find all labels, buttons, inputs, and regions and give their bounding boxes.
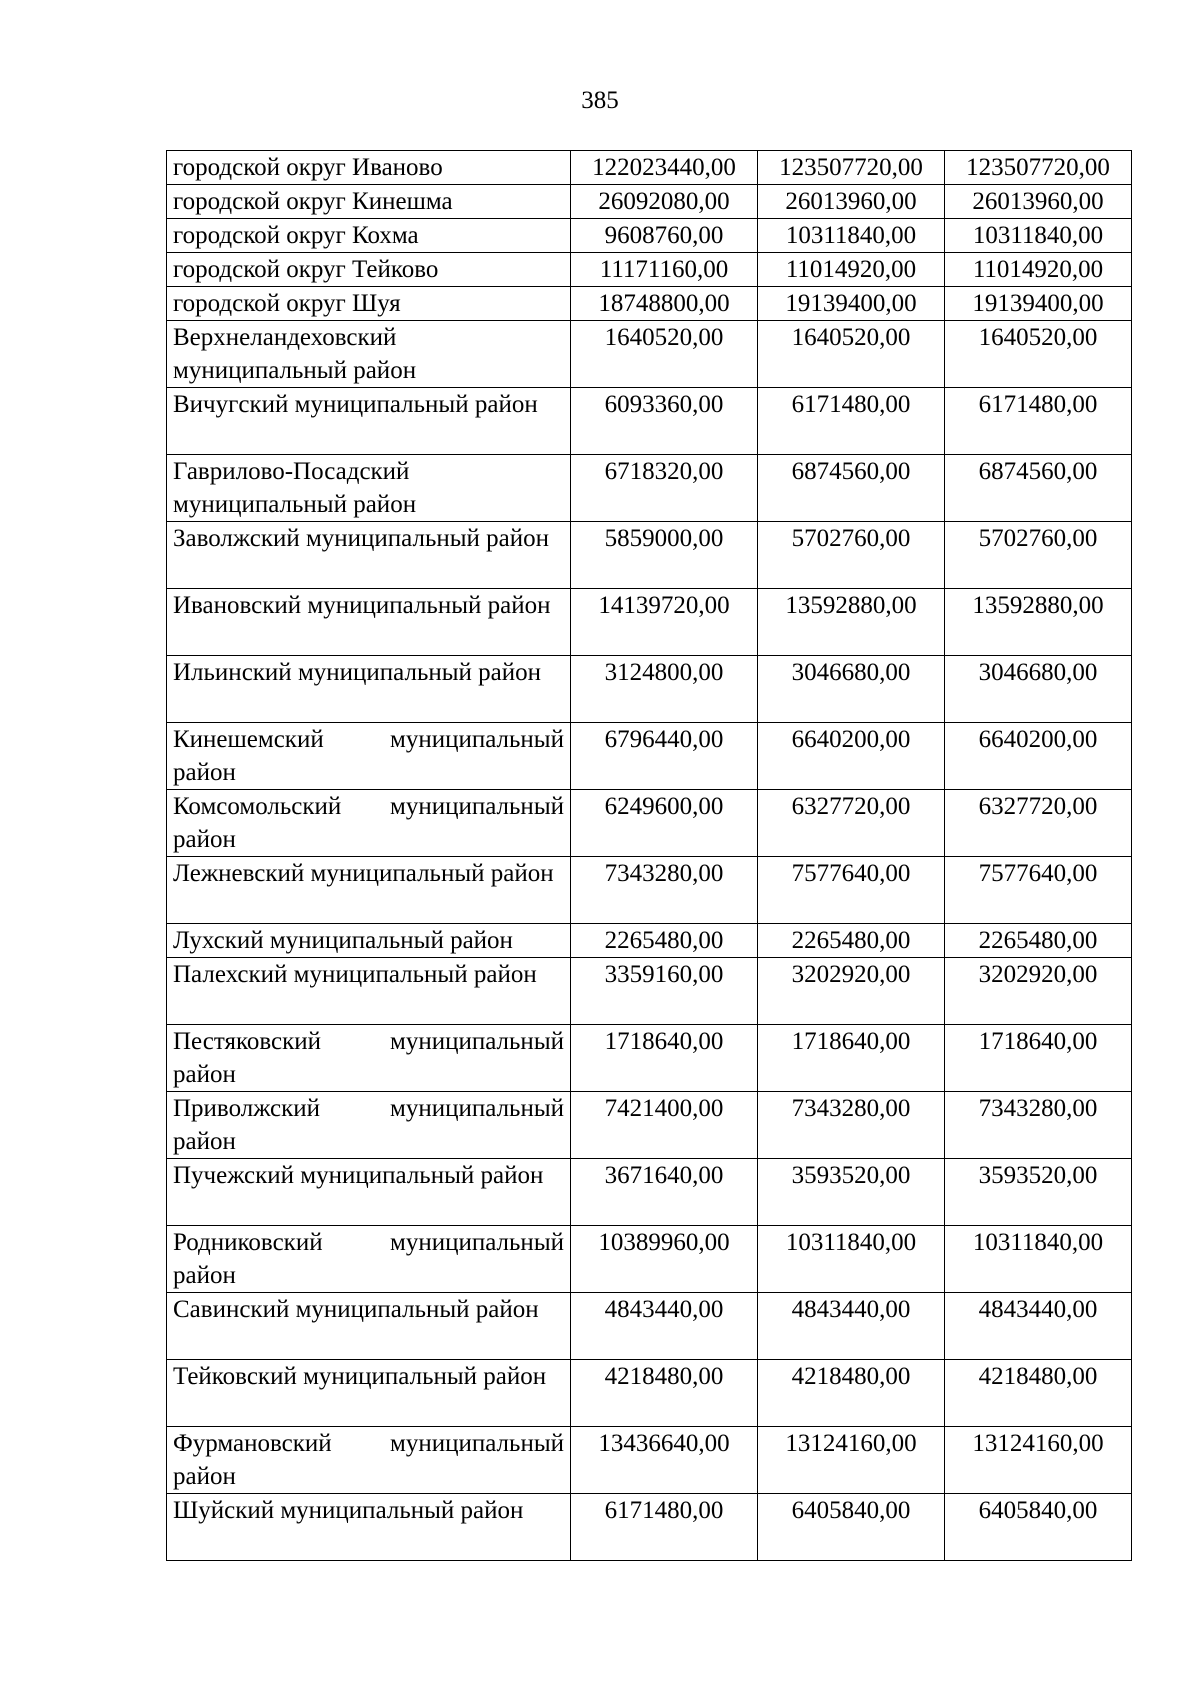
table-row: [167, 1427, 1132, 1494]
amount-col-2: 6640200,00: [758, 723, 945, 790]
amount-col-3: 26013960,00: [945, 185, 1132, 219]
amount-col-3: 2265480,00: [945, 924, 1132, 958]
amount-col-3: 4843440,00: [945, 1293, 1132, 1360]
amount-col-2: 5702760,00: [758, 522, 945, 589]
amount-col-3: 1640520,00: [945, 321, 1132, 388]
table-row: [167, 1293, 1132, 1360]
municipality-name: Тейковский муниципальный район: [167, 1360, 571, 1427]
amount-col-2: 4843440,00: [758, 1293, 945, 1360]
amount-col-1: 14139720,00: [571, 589, 758, 656]
amount-col-3: 6171480,00: [945, 388, 1132, 455]
table-row: [167, 185, 1132, 219]
municipality-name: Пучежский муниципальный район: [167, 1159, 571, 1226]
municipality-name: Пестяковский муниципальный район: [167, 1025, 571, 1092]
municipality-name: Лежневский муниципальный район: [167, 857, 571, 924]
amount-col-1: 122023440,00: [571, 151, 758, 185]
amount-col-1: 26092080,00: [571, 185, 758, 219]
table-row: [167, 924, 1132, 958]
amount-col-3: 13592880,00: [945, 589, 1132, 656]
amount-col-3: 6405840,00: [945, 1494, 1132, 1561]
amount-col-2: 10311840,00: [758, 219, 945, 253]
amount-col-3: 6874560,00: [945, 455, 1132, 522]
amount-col-2: 3593520,00: [758, 1159, 945, 1226]
municipality-name: Фурмановский муниципальный район: [167, 1427, 571, 1494]
table-row: [167, 1025, 1132, 1092]
table-row: [167, 287, 1132, 321]
table-row: [167, 151, 1132, 185]
amount-col-3: 123507720,00: [945, 151, 1132, 185]
amount-col-1: 7421400,00: [571, 1092, 758, 1159]
page-number: 385: [581, 87, 619, 114]
amount-col-1: 10389960,00: [571, 1226, 758, 1293]
amount-col-3: 11014920,00: [945, 253, 1132, 287]
budget-table-body: [167, 151, 1132, 1561]
amount-col-2: 13124160,00: [758, 1427, 945, 1494]
amount-col-3: 3593520,00: [945, 1159, 1132, 1226]
amount-col-3: 7577640,00: [945, 857, 1132, 924]
amount-col-2: 3202920,00: [758, 958, 945, 1025]
municipality-name: Савинский муниципальный район: [167, 1293, 571, 1360]
amount-col-2: 6874560,00: [758, 455, 945, 522]
amount-col-3: 6327720,00: [945, 790, 1132, 857]
amount-col-2: 26013960,00: [758, 185, 945, 219]
budget-table: [166, 150, 1132, 1561]
municipality-name: Заволжский муниципальный район: [167, 522, 571, 589]
amount-col-1: 6093360,00: [571, 388, 758, 455]
amount-col-1: 6718320,00: [571, 455, 758, 522]
amount-col-1: 13436640,00: [571, 1427, 758, 1494]
table-row: [167, 1226, 1132, 1293]
amount-col-1: 4843440,00: [571, 1293, 758, 1360]
municipality-name: Кинешемский муниципальный район: [167, 723, 571, 790]
amount-col-1: 4218480,00: [571, 1360, 758, 1427]
amount-col-1: 1718640,00: [571, 1025, 758, 1092]
table-row: [167, 656, 1132, 723]
table-row: [167, 1360, 1132, 1427]
table-row: [167, 253, 1132, 287]
municipality-name: городской округ Кинешма: [167, 185, 571, 219]
amount-col-2: 13592880,00: [758, 589, 945, 656]
amount-col-2: 6405840,00: [758, 1494, 945, 1561]
municipality-name: городской округ Кохма: [167, 219, 571, 253]
amount-col-1: 3359160,00: [571, 958, 758, 1025]
table-row: [167, 455, 1132, 522]
amount-col-3: 10311840,00: [945, 219, 1132, 253]
municipality-name: Родниковский муниципальный район: [167, 1226, 571, 1293]
municipality-name: Верхнеландеховский муниципальный район: [167, 321, 571, 388]
amount-col-3: 1718640,00: [945, 1025, 1132, 1092]
amount-col-1: 1640520,00: [571, 321, 758, 388]
municipality-name: Палехский муниципальный район: [167, 958, 571, 1025]
amount-col-2: 6327720,00: [758, 790, 945, 857]
table-row: [167, 723, 1132, 790]
table-row: [167, 219, 1132, 253]
amount-col-2: 2265480,00: [758, 924, 945, 958]
table-row: [167, 321, 1132, 388]
table-row: [167, 388, 1132, 455]
amount-col-1: 3671640,00: [571, 1159, 758, 1226]
amount-col-1: 3124800,00: [571, 656, 758, 723]
amount-col-3: 3046680,00: [945, 656, 1132, 723]
municipality-name: Ивановский муниципальный район: [167, 589, 571, 656]
table-row: [167, 958, 1132, 1025]
table-row: [167, 1159, 1132, 1226]
amount-col-2: 7577640,00: [758, 857, 945, 924]
municipality-name: Лухский муниципальный район: [167, 924, 571, 958]
amount-col-1: 7343280,00: [571, 857, 758, 924]
table-row: [167, 589, 1132, 656]
amount-col-3: 6640200,00: [945, 723, 1132, 790]
amount-col-2: 10311840,00: [758, 1226, 945, 1293]
amount-col-3: 19139400,00: [945, 287, 1132, 321]
municipality-name: Комсомольский муниципальный район: [167, 790, 571, 857]
table-row: [167, 857, 1132, 924]
municipality-name: городской округ Иваново: [167, 151, 571, 185]
amount-col-1: 6249600,00: [571, 790, 758, 857]
municipality-name: Вичугский муниципальный район: [167, 388, 571, 455]
table-row: [167, 1494, 1132, 1561]
amount-col-1: 2265480,00: [571, 924, 758, 958]
municipality-name: городской округ Тейково: [167, 253, 571, 287]
amount-col-2: 6171480,00: [758, 388, 945, 455]
municipality-name: Гаврилово-Посадский муниципальный район: [167, 455, 571, 522]
amount-col-3: 5702760,00: [945, 522, 1132, 589]
amount-col-2: 7343280,00: [758, 1092, 945, 1159]
amount-col-1: 11171160,00: [571, 253, 758, 287]
municipality-name: Шуйский муниципальный район: [167, 1494, 571, 1561]
municipality-name: Приволжский муниципальный район: [167, 1092, 571, 1159]
amount-col-1: 18748800,00: [571, 287, 758, 321]
municipality-name: городской округ Шуя: [167, 287, 571, 321]
amount-col-2: 1640520,00: [758, 321, 945, 388]
amount-col-3: 3202920,00: [945, 958, 1132, 1025]
amount-col-3: 7343280,00: [945, 1092, 1132, 1159]
amount-col-2: 1718640,00: [758, 1025, 945, 1092]
amount-col-2: 3046680,00: [758, 656, 945, 723]
amount-col-1: 5859000,00: [571, 522, 758, 589]
table-row: [167, 522, 1132, 589]
amount-col-2: 123507720,00: [758, 151, 945, 185]
amount-col-2: 11014920,00: [758, 253, 945, 287]
amount-col-1: 6171480,00: [571, 1494, 758, 1561]
amount-col-2: 4218480,00: [758, 1360, 945, 1427]
table-row: [167, 790, 1132, 857]
amount-col-2: 19139400,00: [758, 287, 945, 321]
amount-col-1: 9608760,00: [571, 219, 758, 253]
amount-col-1: 6796440,00: [571, 723, 758, 790]
table-row: [167, 1092, 1132, 1159]
municipality-name: Ильинский муниципальный район: [167, 656, 571, 723]
amount-col-3: 10311840,00: [945, 1226, 1132, 1293]
amount-col-3: 13124160,00: [945, 1427, 1132, 1494]
amount-col-3: 4218480,00: [945, 1360, 1132, 1427]
